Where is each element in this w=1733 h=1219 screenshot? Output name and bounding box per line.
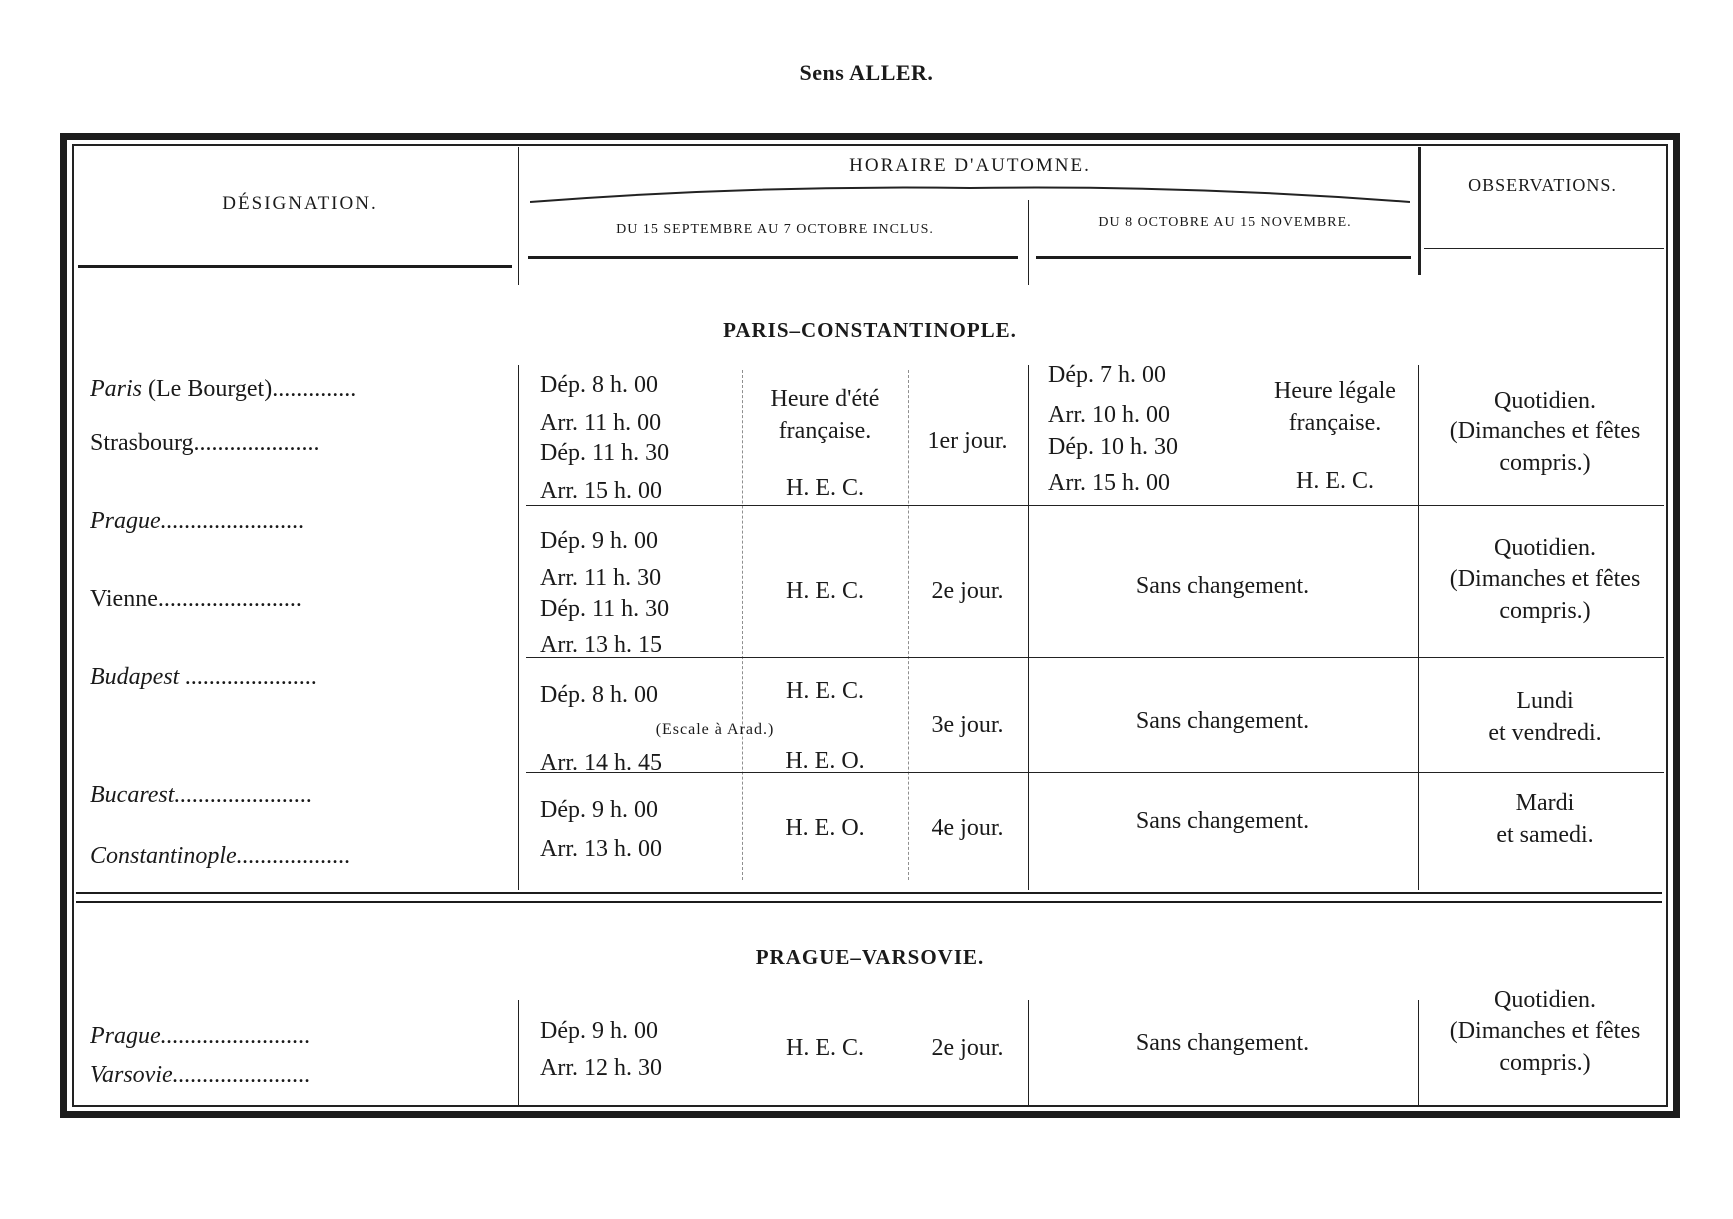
- s2-leg-time-2: Arr. 12 h. 30: [540, 1055, 662, 1081]
- leg3-obs-2: et vendredi.: [1488, 720, 1602, 746]
- section-title-prague-varsovie: PRAGUE–VARSOVIE.: [755, 945, 985, 969]
- leg2-change: Sans changement.: [1135, 573, 1310, 599]
- header-period-1: DU 15 SEPTEMBRE AU 7 OCTOBRE INCLUS.: [616, 222, 934, 237]
- header-underline-2: [528, 256, 1018, 259]
- leg4-change: Sans changement.: [1135, 808, 1310, 834]
- leg3-change: Sans changement.: [1135, 708, 1310, 734]
- section-divider-top: [76, 892, 1662, 894]
- leg2-obs-3: compris.): [1499, 598, 1591, 624]
- row-separator-3: [526, 772, 1664, 773]
- subcol-divider-zone: [742, 370, 743, 880]
- section-divider-bottom: [76, 901, 1662, 903]
- leg3-zone-heo: H. E. O.: [785, 748, 865, 774]
- leg1-p2-time-2: Arr. 10 h. 00: [1048, 402, 1170, 428]
- header-period-2: DU 8 OCTOBRE AU 15 NOVEMBRE.: [1098, 215, 1352, 230]
- leg1-obs-1: Quotidien.: [1494, 388, 1596, 414]
- leg3-zone-hec: H. E. C.: [786, 678, 864, 704]
- leg1-p2-time-3: Dép. 10 h. 30: [1048, 434, 1178, 460]
- col-divider-times: [518, 365, 519, 890]
- header-divider-3: [1418, 147, 1421, 275]
- leg2-obs-2: (Dimanches et fêtes: [1449, 566, 1641, 592]
- city-paris: Paris (Le Bourget)..............: [90, 376, 357, 402]
- city-prague: Prague........................: [90, 508, 305, 534]
- leg1-p2-zone-hec: H. E. C.: [1296, 468, 1374, 494]
- header-divider-2: [1028, 200, 1029, 285]
- s2-leg-zone-hec: H. E. C.: [786, 1035, 864, 1061]
- leg1-time-1: Dép. 8 h. 00: [540, 372, 658, 398]
- leg1-time-4: Arr. 15 h. 00: [540, 478, 662, 504]
- s2-leg-obs-2: (Dimanches et fêtes: [1449, 1018, 1641, 1044]
- row-separator-1: [526, 505, 1664, 506]
- leg1-obs-3: compris.): [1499, 450, 1591, 476]
- header-divider-1: [518, 147, 519, 285]
- leg4-obs-1: Mardi: [1515, 790, 1575, 816]
- leg2-zone-hec: H. E. C.: [786, 578, 864, 604]
- leg4-day: 4e jour.: [931, 815, 1004, 841]
- leg1-time-3: Dép. 11 h. 30: [540, 440, 670, 466]
- leg1-p2-time-1: Dép. 7 h. 00: [1048, 362, 1166, 388]
- city-strasbourg: Strasbourg.....................: [90, 430, 320, 456]
- city-prague-2: Prague.........................: [90, 1023, 311, 1049]
- s2-leg-obs-3: compris.): [1499, 1050, 1591, 1076]
- city-vienne: Vienne........................: [90, 586, 302, 612]
- leg1-obs-2: (Dimanches et fêtes: [1449, 418, 1641, 444]
- leg2-time-4: Arr. 13 h. 15: [540, 632, 662, 658]
- leg2-obs-1: Quotidien.: [1494, 535, 1596, 561]
- city-paris-italic: Paris: [90, 376, 143, 402]
- col-divider-period2: [1028, 365, 1029, 890]
- leg1-zone-line1: Heure d'été: [770, 386, 880, 412]
- leg1-zone-hec: H. E. C.: [786, 475, 864, 501]
- row-separator-2: [526, 657, 1664, 658]
- leg3-day: 3e jour.: [931, 712, 1004, 738]
- s2-leg-obs-1: Quotidien.: [1494, 987, 1596, 1013]
- leg3-time-2: Arr. 14 h. 45: [540, 750, 662, 776]
- header-observations: OBSERVATIONS.: [1468, 175, 1617, 195]
- leg2-time-2: Arr. 11 h. 30: [540, 565, 662, 591]
- s2-leg-day: 2e jour.: [931, 1035, 1004, 1061]
- header-underline-4: [1424, 248, 1664, 249]
- leg1-p2-time-4: Arr. 15 h. 00: [1048, 470, 1170, 496]
- leg4-time-2: Arr. 13 h. 00: [540, 836, 662, 862]
- leg1-zone-line2: française.: [778, 418, 872, 444]
- header-brace-curve: [530, 180, 1410, 210]
- s2-col-divider-period2: [1028, 1000, 1029, 1105]
- header-designation: DÉSIGNATION.: [222, 193, 378, 214]
- city-varsovie: Varsovie.......................: [90, 1062, 311, 1088]
- leg3-time-1: Dép. 8 h. 00: [540, 682, 658, 708]
- subcol-divider-day: [908, 370, 909, 880]
- col-divider-obs: [1418, 365, 1419, 890]
- leg2-time-3: Dép. 11 h. 30: [540, 596, 670, 622]
- s2-leg-change: Sans changement.: [1135, 1030, 1310, 1056]
- s2-col-divider-times: [518, 1000, 519, 1105]
- leg1-p2-zone-line2: française.: [1288, 410, 1382, 436]
- leg4-zone-heo: H. E. O.: [785, 815, 865, 841]
- leg1-time-2: Arr. 11 h. 00: [540, 410, 662, 436]
- section-title-paris-constantinople: PARIS–CONSTANTINOPLE.: [723, 318, 1017, 342]
- leg2-time-1: Dép. 9 h. 00: [540, 528, 658, 554]
- leg1-p2-zone-line1: Heure légale: [1274, 378, 1396, 404]
- header-underline-3: [1036, 256, 1411, 259]
- city-constantinople: Constantinople...................: [90, 843, 351, 869]
- header-horaire: HORAIRE D'AUTOMNE.: [849, 155, 1091, 176]
- header-underline-1: [78, 265, 512, 268]
- page-title: Sens ALLER.: [799, 60, 934, 85]
- s2-col-divider-obs: [1418, 1000, 1419, 1105]
- leg1-day: 1er jour.: [927, 428, 1008, 454]
- leg4-obs-2: et samedi.: [1496, 822, 1594, 848]
- leg3-stopover: (Escale à Arad.): [655, 721, 775, 738]
- city-bucarest: Bucarest.......................: [90, 782, 313, 808]
- s2-leg-time-1: Dép. 9 h. 00: [540, 1018, 658, 1044]
- leg2-day: 2e jour.: [931, 578, 1004, 604]
- leg4-time-1: Dép. 9 h. 00: [540, 797, 658, 823]
- leg3-obs-1: Lundi: [1516, 688, 1574, 714]
- city-budapest: Budapest ......................: [90, 664, 318, 690]
